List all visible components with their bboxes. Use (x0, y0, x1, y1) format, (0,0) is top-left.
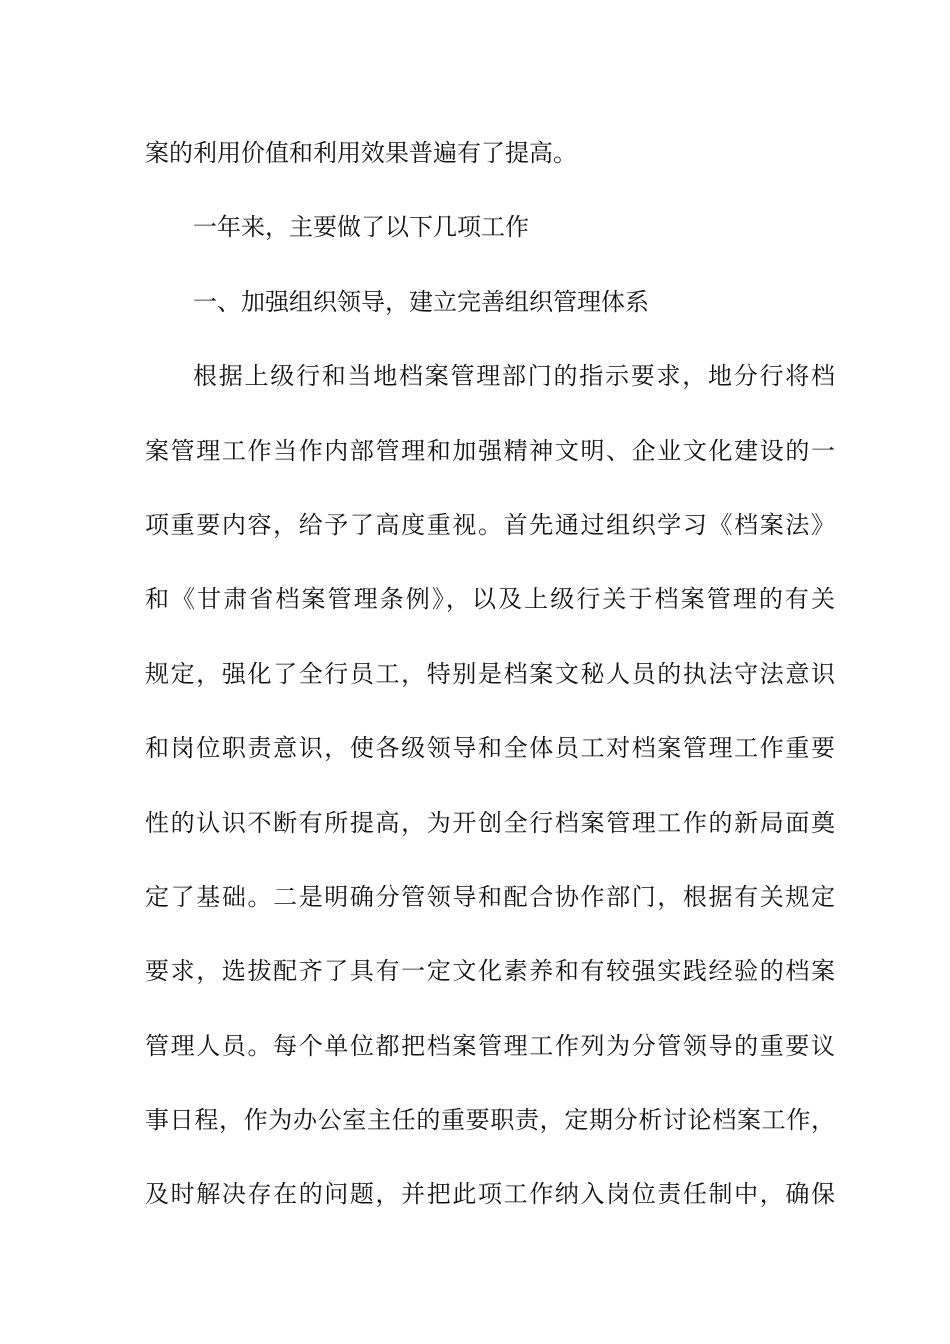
paragraph-line: 事日程，作为办公室主任的重要职责，定期分析讨论档案工作， (145, 1106, 835, 1135)
paragraph-line: 一年来，主要做了以下几项工作 (193, 213, 529, 242)
paragraph-line: 性的认识不断有所提高，为开创全行档案管理工作的新局面奠 (145, 808, 835, 837)
paragraph-line: 及时解决存在的问题，并把此项工作纳入岗位责任制中，确保 (145, 1180, 835, 1209)
paragraph-line: 要求，选拔配齐了具有一定文化素养和有较强实践经验的档案 (145, 957, 835, 986)
paragraph-line: 规定，强化了全行员工，特别是档案文秘人员的执法守法意识 (145, 659, 835, 688)
section-heading: 一、加强组织领导，建立完善组织管理体系 (193, 287, 649, 316)
paragraph-line: 根据上级行和当地档案管理部门的指示要求，地分行将档 (193, 362, 835, 391)
paragraph-line: 和岗位职责意识，使各级领导和全体员工对档案管理工作重要 (145, 734, 835, 763)
paragraph-line: 和《甘肃省档案管理条例》，以及上级行关于档案管理的有关 (145, 585, 835, 614)
paragraph-line: 管理人员。每个单位都把档案管理工作列为分管领导的重要议 (145, 1031, 835, 1060)
paragraph-line: 案管理工作当作内部管理和加强精神文明、企业文化建设的一 (145, 436, 835, 465)
paragraph-line: 案的利用价值和利用效果普遍有了提高。 (145, 139, 577, 167)
paragraph-line: 定了基础。二是明确分管领导和配合协作部门，根据有关规定 (145, 882, 835, 911)
body-text (145, 127, 835, 1243)
paragraph-line: 项重要内容，给予了高度重视。首先通过组织学习《档案法》 (145, 510, 835, 539)
